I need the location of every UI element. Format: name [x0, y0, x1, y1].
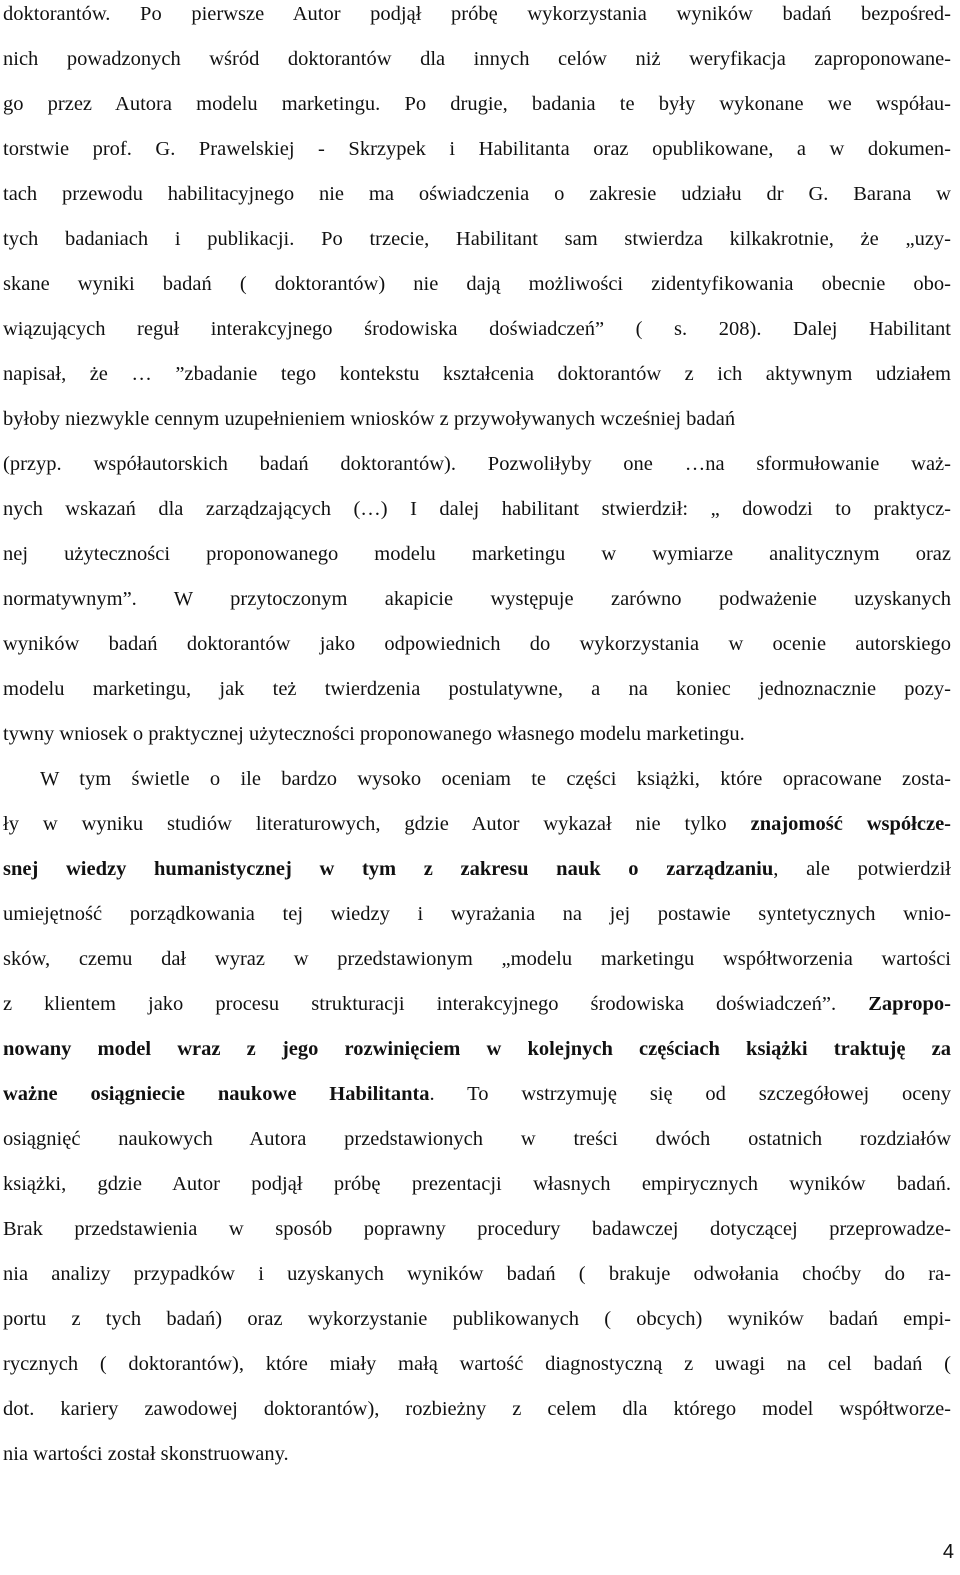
text-line: go przez Autora modelu marketingu. Po drugie, badania te były wykonane we współau-: [3, 93, 951, 115]
text-line: nia wartości został skonstruowany.: [3, 1443, 289, 1465]
text-line: tywny wniosek o praktycznej użyteczności proponowanego własnego modelu marketingu.: [3, 723, 745, 745]
bold-text: snej wiedzy humanistycznej w tym z zakresu nauk o zarządzaniu: [3, 858, 774, 880]
text-line: Brak przedstawienia w sposób poprawny procedury badawczej dotyczącej przeprowadze-: [3, 1218, 951, 1240]
page-number: 4: [942, 1541, 954, 1563]
text-line: wyników badań doktorantów jako odpowiednich do wykorzystania w ocenie autorskiego: [3, 633, 951, 655]
text-line: z klientem jako procesu strukturacji interakcyjnego środowiska doświadczeń”. Zapropo-: [3, 993, 951, 1015]
text-line: doktorantów. Po pierwsze Autor podjął próbę wykorzystania wyników badań bezpośred-: [3, 3, 951, 25]
text-line: rycznych ( doktorantów), które miały małą wartość diagnostyczną z uwagi na cel badań (: [3, 1353, 951, 1375]
text-line: dot. kariery zawodowej doktorantów), rozbieżny z celem dla którego model współtworze-: [3, 1398, 951, 1420]
text-line: tach przewodu habilitacyjnego nie ma oświadczenia o zakresie udziału dr G. Barana w: [3, 183, 951, 205]
bold-text: znajomość współcze-: [750, 813, 951, 835]
text-line: nowany model wraz z jego rozwinięciem w kolejnych częściach książki traktuję za: [3, 1038, 951, 1060]
text-line: nej użyteczności proponowanego modelu marketingu w wymiarze analitycznym oraz: [3, 543, 951, 565]
text-line: nia analizy przypadków i uzyskanych wyników badań ( brakuje odwołania choćby do ra-: [3, 1263, 951, 1285]
text-line: wiązujących reguł interakcyjnego środowiska doświadczeń” ( s. 208). Dalej Habilitant: [3, 318, 951, 340]
text-line: książki, gdzie Autor podjął próbę prezentacji własnych empirycznych wyników badań.: [3, 1173, 951, 1195]
text-line: ważne osiągniecie naukowe Habilitanta. To wstrzymuję się od szczegółowej oceny: [3, 1083, 951, 1105]
text-line: nych wskazań dla zarządzających (…) I dalej habilitant stwierdził: „ dowodzi to praktycz-: [3, 498, 951, 520]
text-line: osiągnięć naukowych Autora przedstawionych w treści dwóch ostatnich rozdziałów: [3, 1128, 951, 1150]
text-line: byłoby niezwykle cennym uzupełnieniem wniosków z przywoływanych wcześniej badań: [3, 408, 736, 430]
text-line: sków, czemu dał wyraz w przedstawionym „modelu marketingu współtworzenia wartości: [3, 948, 951, 970]
text-line: W tym świetle o ile bardzo wysoko oceniam te części książki, które opracowane zosta-: [40, 768, 951, 790]
text-line: ły w wyniku studiów literaturowych, gdzie Autor wykazał nie tylko znajomość współcze-: [3, 813, 951, 835]
text-line: (przyp. współautorskich badań doktorantów). Pozwoliłyby one …na sformułowanie waż-: [3, 453, 951, 475]
text-line: portu z tych badań) oraz wykorzystanie publikowanych ( obcych) wyników badań empi-: [3, 1308, 951, 1330]
text-line: tych badaniach i publikacji. Po trzecie, Habilitant sam stwierdza kilkakrotnie, że „uzy-: [3, 228, 951, 250]
text-line: snej wiedzy humanistycznej w tym z zakresu nauk o zarządzaniu, ale potwierdził: [3, 858, 951, 880]
text-line: torstwie prof. G. Prawelskiej - Skrzypek i Habilitanta oraz opublikowane, a w dokumen-: [3, 138, 951, 160]
bold-text: Zapropo-: [868, 993, 951, 1015]
bold-text: ważne osiągniecie naukowe Habilitanta: [3, 1083, 430, 1105]
text-line: umiejętność porządkowania tej wiedzy i wyrażania na jej postawie syntetycznych wnio-: [3, 903, 951, 925]
text-line: nich powadzonych wśród doktorantów dla innych celów niż weryfikacja zaproponowane-: [3, 48, 951, 70]
text-line: modelu marketingu, jak też twierdzenia postulatywne, a na koniec jednoznacznie pozy-: [3, 678, 951, 700]
text-line: normatywnym”. W przytoczonym akapicie występuje zarówno podważenie uzyskanych: [3, 588, 951, 610]
text-line: napisał, że … ”zbadanie tego kontekstu kształcenia doktorantów z ich aktywnym udziałem: [3, 363, 951, 385]
text-line: skane wyniki badań ( doktorantów) nie dają możliwości zidentyfikowania obecnie obo-: [3, 273, 951, 295]
